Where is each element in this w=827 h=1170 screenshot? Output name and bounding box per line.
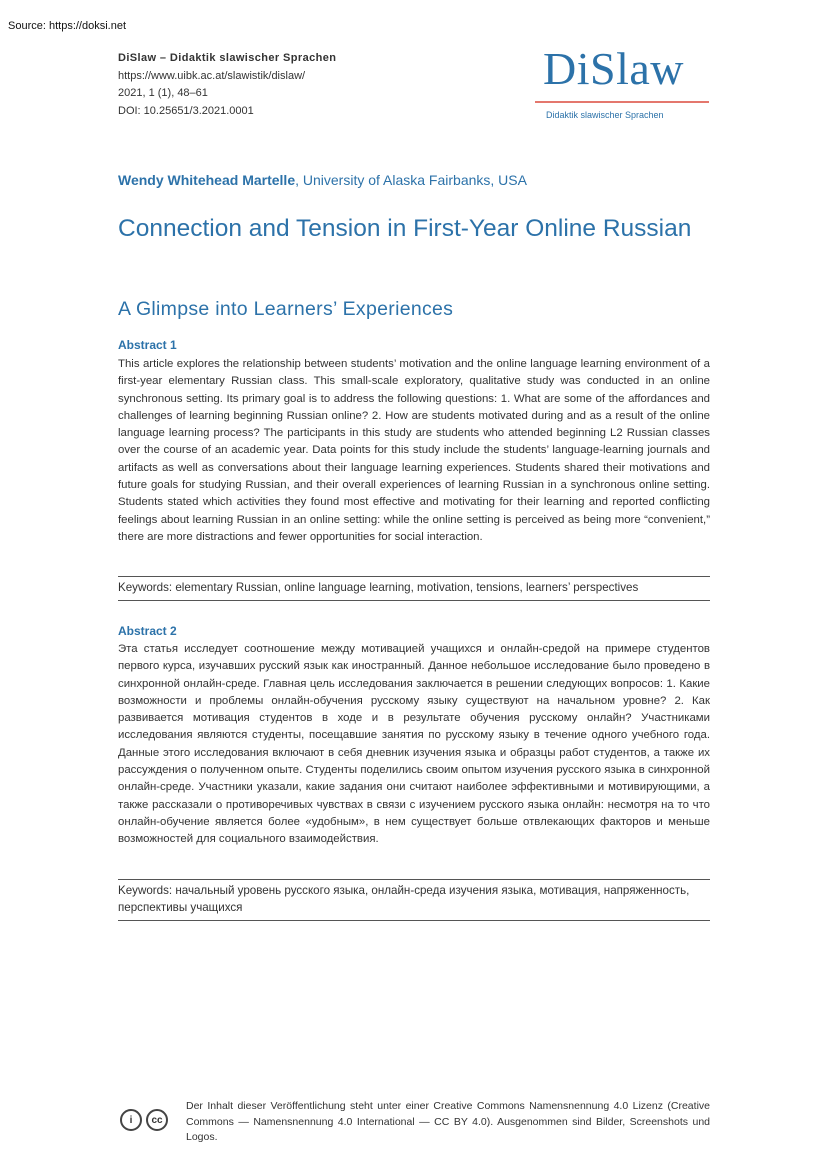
abstract-1-text: This article explores the relationship between students’ motivation and the online language learning environment of a first-year elementary Russian class. This small-scale exploratory, qualitative study was conducted in an online synchronous setting. Its primary goal is to address the following questions: 1. What are some of the affordances and challenges of learning beginning Russian online? 2. How are students motivated during and as a result of the online language learning process? The participants in this study are students who attended beginning L2 Russian classes over the course of an academic year. Data points for this study include the students’ language-learning journals and artifacts as well as conversations about their language learning experiences. Students shared their motivations and future goals for studying Russian, and their overall experiences of learning Russian in a synchronous online setting. Students stated which activities they found most effective and motivating for their learning and reported conflicting feelings about learning Russian in an online setting: while the online setting is perceived as being more “convenient,” there are more distractions and fewer opportunities for social interaction. bbox=[118, 358, 710, 543]
journal-url[interactable]: https://www.uibk.ac.at/slawistik/dislaw/ bbox=[118, 69, 306, 82]
journal-name: DiSlaw – Didaktik slawischer Sprachen bbox=[118, 52, 337, 64]
author-line bbox=[118, 172, 527, 188]
article-title: Connection and Tension in First-Year Online Russian bbox=[118, 215, 692, 242]
cc-by-icon: i bbox=[120, 1109, 142, 1131]
abstract-2-keywords: Keywords: начальный уровень русского языка, онлайн-среда изучения языка, мотивация, напряженность, перспективы учащихся bbox=[118, 879, 710, 921]
cc-icon: cc bbox=[146, 1109, 168, 1131]
dislaw-logo bbox=[535, 42, 711, 126]
source-url: Source: https://doksi.net bbox=[8, 20, 127, 32]
author-name: Wendy Whitehead Martelle bbox=[118, 172, 296, 188]
abstract-1-heading: Abstract 1 bbox=[118, 338, 177, 352]
author-affiliation: , University of Alaska Fairbanks, USA bbox=[295, 172, 527, 188]
license-text: Der Inhalt dieser Veröffentlichung steht unter einer Creative Commons Namensnennung 4.0 Lizenz (Creative Commons — Namensnennung 4.0 International — CC BY 4.0). Ausgenommen sind Bilder, Screenshots und Logos. bbox=[186, 1100, 710, 1143]
logo-wordmark: DiSlaw bbox=[543, 43, 684, 94]
abstract-2-text: Эта статья исследует соотношение между мотивацией учащихся и онлайн-средой на примере студентов первого курса, изучавших русский язык как иностранный. Данное небольшое исследование было проведено в синхронной онлайн-среде. Главная цель исследования заключается в решении следующих вопросов: 1. Какие возможности и проблемы онлайн-обучения русскому языку существуют на начальном уровне? 2. Как развивается мотивация студентов в ходе и в результате обучения русскому онлайн? Участниками исследования являются студенты, посещавшие занятия по русскому языку в течение одного учебного года. Данные этого исследования включают в себя дневник изучения языка и образцы работ студентов, а также их рассуждения о полученном опыте. Студенты поделились своим опытом изучения русского языка в синхронной онлайн-среде. Участники указали, какие задания они считают наиболее эффективными и мотивирующими, а также рассказали о противоречивых чувствах в связи с изучением русского языка онлайн: несмотря на то что онлайн-обучение является более «удобным», в нем существует больше отвлекающих факторов и меньше возможностей для социального взаимодействия. bbox=[118, 643, 710, 846]
logo-underline bbox=[535, 101, 709, 103]
journal-info bbox=[118, 50, 336, 120]
cc-license-icons[interactable] bbox=[120, 1109, 168, 1131]
journal-doi[interactable]: DOI: 10.25651/3.2021.0001 bbox=[118, 104, 254, 117]
abstract-1-keywords: Keywords: elementary Russian, online language learning, motivation, tensions, learners’ perspectives bbox=[118, 576, 710, 601]
journal-issue: 2021, 1 (1), 48–61 bbox=[118, 87, 208, 99]
abstract-2-heading: Abstract 2 bbox=[118, 624, 177, 638]
logo-subtitle: Didaktik slawischer Sprachen bbox=[546, 110, 664, 120]
article-subtitle: A Glimpse into Learners’ Experiences bbox=[118, 298, 454, 320]
